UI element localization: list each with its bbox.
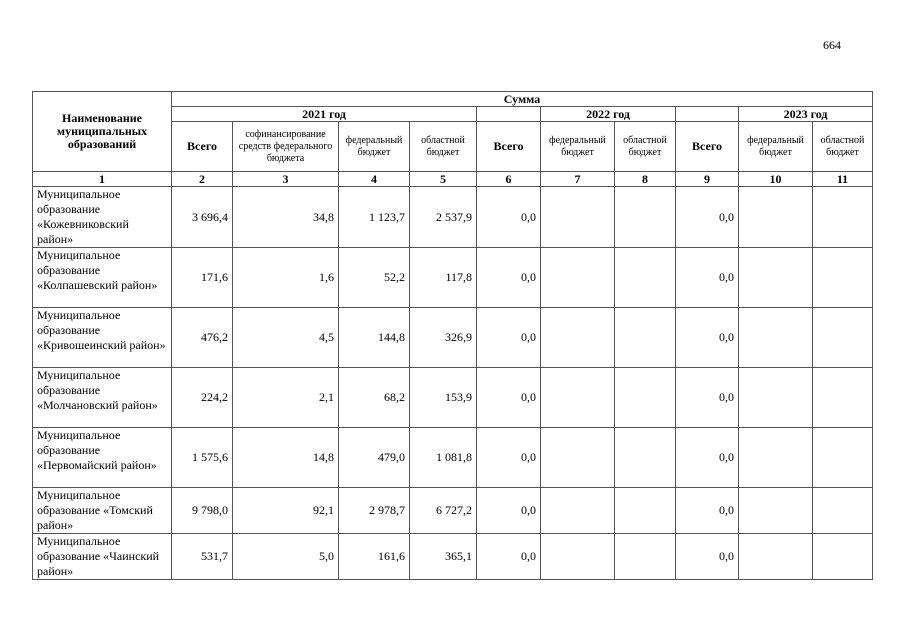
header-2021-regional: областной бюджет [410,122,477,172]
table-cell: 153,9 [410,368,477,428]
header-2023-regional: областной бюджет [813,122,873,172]
table-cell: 2,1 [233,368,339,428]
column-number: 4 [339,172,410,187]
table-cell [615,428,676,488]
table-cell [739,488,813,534]
table-cell [541,534,615,580]
table-row [33,534,873,580]
table-cell [813,534,873,580]
municipality-name: Муниципальное образование «Первомайский район» [33,428,172,488]
table-cell: 0,0 [477,308,541,368]
table-cell: 0,0 [477,428,541,488]
table-cell: 171,6 [172,248,233,308]
table-cell: 0,0 [676,187,739,248]
table-cell [541,488,615,534]
table-cell: 0,0 [477,187,541,248]
table-cell [541,248,615,308]
table-cell [813,428,873,488]
municipality-name: Муниципальное образование «Чаинский район» [33,534,172,580]
table-cell: 68,2 [339,368,410,428]
table-cell [739,368,813,428]
table-row [33,428,873,488]
table-cell: 0,0 [477,368,541,428]
table-cell: 476,2 [172,308,233,368]
table-cell: 479,0 [339,428,410,488]
table-cell: 92,1 [233,488,339,534]
municipality-name: Муниципальное образование «Колпашевский район» [33,248,172,308]
table-cell: 2 978,7 [339,488,410,534]
table-cell [739,187,813,248]
column-number-row [33,172,873,187]
table-cell [541,187,615,248]
column-number: 1 [33,172,172,187]
header-2022-federal: федеральный бюджет [541,122,615,172]
table-cell [615,187,676,248]
table-cell [813,368,873,428]
table-cell [615,308,676,368]
table-cell [739,428,813,488]
table-cell: 365,1 [410,534,477,580]
column-number: 8 [615,172,676,187]
table-cell: 531,7 [172,534,233,580]
header-year-2021: 2021 год [172,107,477,122]
table-cell: 4,5 [233,308,339,368]
column-number: 7 [541,172,615,187]
header-2023-total: Всего [676,122,739,172]
header-spacer-2022 [477,107,541,122]
table-cell: 161,6 [339,534,410,580]
table-cell [739,534,813,580]
table-cell: 0,0 [676,368,739,428]
table-cell: 0,0 [676,534,739,580]
column-number: 9 [676,172,739,187]
table-cell [813,248,873,308]
table-cell [541,368,615,428]
table-cell [813,488,873,534]
table-cell: 0,0 [676,488,739,534]
header-spacer-2023 [676,107,739,122]
table-cell: 1 081,8 [410,428,477,488]
table-cell: 0,0 [676,308,739,368]
table-row [33,368,873,428]
table-row [33,488,873,534]
table-cell: 5,0 [233,534,339,580]
table-cell: 0,0 [477,534,541,580]
header-year-2023: 2023 год [739,107,873,122]
table-cell: 3 696,4 [172,187,233,248]
table-cell: 0,0 [676,248,739,308]
column-number: 2 [172,172,233,187]
table-header [33,92,873,187]
table-cell [615,488,676,534]
table-cell: 52,2 [339,248,410,308]
column-number: 11 [813,172,873,187]
header-2021-total: Всего [172,122,233,172]
table-cell [615,368,676,428]
column-number: 6 [477,172,541,187]
table-cell [739,308,813,368]
table-cell [739,248,813,308]
table-cell: 117,8 [410,248,477,308]
header-2021-federal: федеральный бюджет [339,122,410,172]
header-2022-regional: областной бюджет [615,122,676,172]
column-number: 5 [410,172,477,187]
table-body [33,187,873,580]
table-cell: 0,0 [477,488,541,534]
table-row [33,187,873,248]
table-cell: 224,2 [172,368,233,428]
header-name-column: Наименование муниципальных образований [33,92,172,172]
header-2023-federal: федеральный бюджет [739,122,813,172]
header-sum: Сумма [172,92,873,107]
table-cell: 34,8 [233,187,339,248]
table-cell: 1 575,6 [172,428,233,488]
column-number: 3 [233,172,339,187]
table-cell [615,248,676,308]
budget-table [32,91,873,580]
table-cell [541,308,615,368]
table-cell: 144,8 [339,308,410,368]
table-cell: 1 123,7 [339,187,410,248]
table-cell: 0,0 [477,248,541,308]
municipality-name: Муниципальное образование «Томский район» [33,488,172,534]
table-cell: 326,9 [410,308,477,368]
table-cell: 14,8 [233,428,339,488]
header-2021-cofinancing: софинансирование средств федерального бюджета [233,122,339,172]
municipality-name: Муниципальное образование «Молчановский район» [33,368,172,428]
table-row [33,248,873,308]
table-cell: 6 727,2 [410,488,477,534]
table-cell [813,308,873,368]
municipality-name: Муниципальное образование «Кривошеинский район» [33,308,172,368]
table-cell: 9 798,0 [172,488,233,534]
municipality-name: Муниципальное образование «Кожевниковский район» [33,187,172,248]
table-cell: 2 537,9 [410,187,477,248]
header-2022-total: Всего [477,122,541,172]
table-cell: 0,0 [676,428,739,488]
table-row [33,308,873,368]
table-cell [541,428,615,488]
table-cell [813,187,873,248]
column-number: 10 [739,172,813,187]
page-number: 664 [823,38,841,52]
table-cell: 1,6 [233,248,339,308]
table-cell [615,534,676,580]
header-year-2022: 2022 год [541,107,676,122]
